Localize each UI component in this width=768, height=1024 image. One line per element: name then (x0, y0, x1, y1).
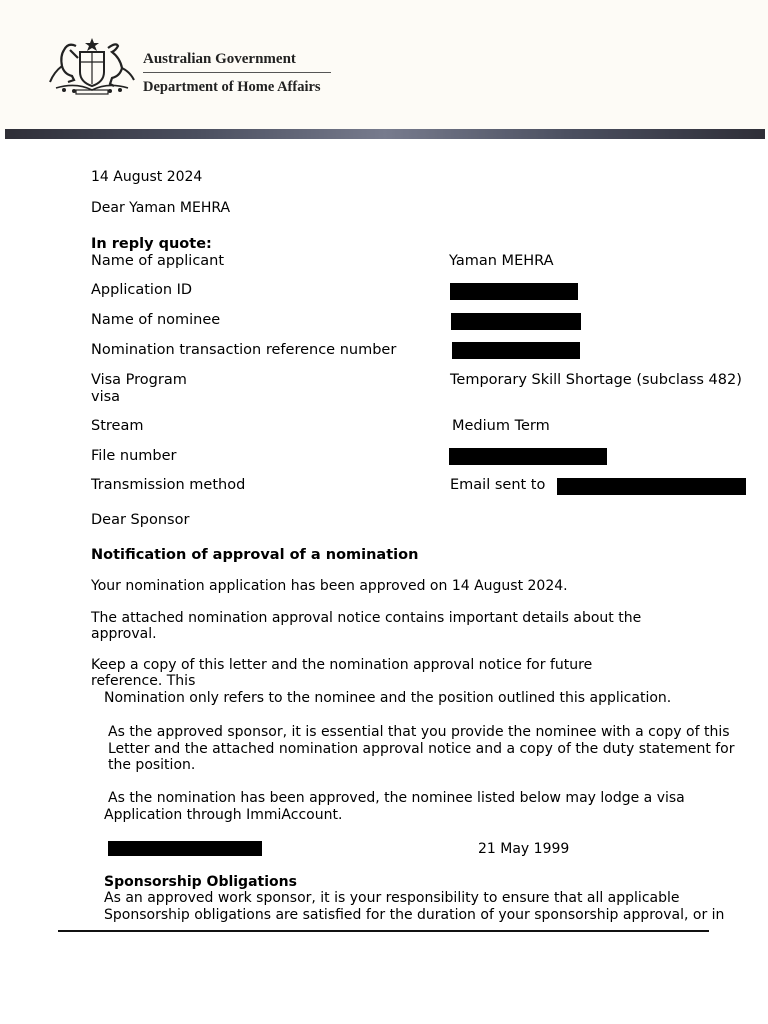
coat-of-arms-logo (46, 36, 138, 96)
salutation: Dear Sponsor (91, 512, 190, 528)
transaction-ref-redacted (452, 342, 580, 359)
obligations-line1: As an approved work sponsor, it is your responsibility to ensure that all applicable (104, 890, 680, 906)
visa-program-label-2: visa (91, 389, 121, 405)
sponsor-paragraph-line3: the position. (108, 757, 196, 773)
application-id-redacted (450, 283, 578, 300)
stream-value: Medium Term (452, 418, 550, 434)
file-number-label: File number (91, 448, 177, 464)
transaction-ref-label: Nomination transaction reference number (91, 342, 397, 358)
email-redacted (557, 478, 746, 495)
notice-paragraph-line1: The attached nomination approval notice contains important details about the (91, 610, 642, 626)
copy-paragraph-line3: Nomination only refers to the nominee and the position outlined this application. (104, 690, 672, 706)
applicant-value: Yaman MEHRA (449, 253, 554, 269)
government-name: Australian Government (143, 51, 296, 67)
nominee-dob: 21 May 1999 (478, 841, 570, 857)
obligations-line2: Sponsorship obligations are satisfied for the duration of your sponsorship approval, or in (104, 907, 725, 923)
transmission-label: Transmission method (91, 477, 246, 493)
nominee-redacted (451, 313, 581, 330)
lodge-paragraph-line2: Application through ImmiAccount. (104, 807, 343, 823)
letterhead-divider (143, 72, 331, 73)
stream-label: Stream (91, 418, 144, 434)
obligations-heading: Sponsorship Obligations (104, 874, 297, 890)
transmission-value: Email sent to (450, 477, 546, 493)
department-name: Department of Home Affairs (143, 79, 321, 95)
applicant-label: Name of applicant (91, 253, 225, 269)
application-id-label: Application ID (91, 282, 193, 298)
header-band (5, 129, 765, 139)
lodge-paragraph-line1: As the nomination has been approved, the nominee listed below may lodge a visa (108, 790, 685, 806)
file-number-redacted (449, 448, 607, 465)
nominee-label: Name of nominee (91, 312, 221, 328)
letterhead (0, 0, 768, 130)
page-bottom-rule (58, 930, 709, 932)
copy-paragraph-line2: reference. This (91, 673, 196, 689)
notice-paragraph-line2: approval. (91, 626, 157, 642)
visa-program-value: Temporary Skill Shortage (subclass 482) (450, 372, 742, 388)
reply-quote-heading: In reply quote: (91, 236, 212, 252)
greeting: Dear Yaman MEHRA (91, 200, 231, 216)
approval-paragraph: Your nomination application has been approved on 14 August 2024. (91, 578, 568, 594)
visa-program-label: Visa Program (91, 372, 187, 388)
copy-paragraph-line1: Keep a copy of this letter and the nomination approval notice for future (91, 657, 593, 673)
sponsor-paragraph-line1: As the approved sponsor, it is essential that you provide the nominee with a copy of this (108, 724, 730, 740)
letter-date: 14 August 2024 (91, 169, 203, 185)
nominee-name-redacted (108, 841, 262, 856)
sponsor-paragraph-line2: Letter and the attached nomination approval notice and a copy of the duty statement for (108, 741, 735, 757)
letter-subject: Notification of approval of a nomination (91, 547, 419, 563)
